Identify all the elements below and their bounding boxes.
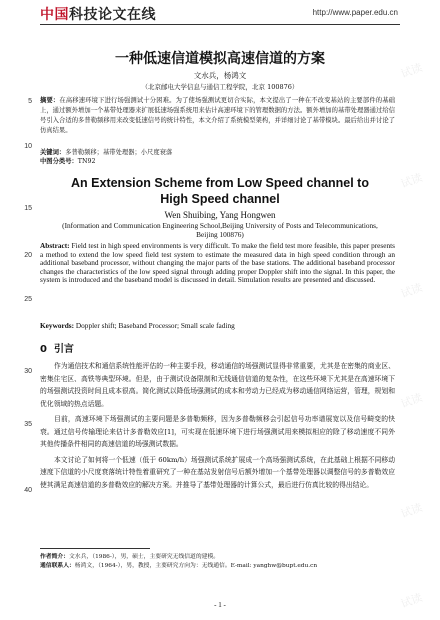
chinese-authors: 文水兵，杨鸿文 — [193, 71, 247, 80]
footnotes — [40, 553, 395, 571]
watermark: 试读 — [399, 60, 425, 81]
chinese-abstract-text: 在高移速环境下进行场强测试十分困难。为了使场强测试更切合实际，本文提出了一种在不改变基站的主要部件的基础上，通过额外增加一个基带处理器来扩展低速场强系统用来估计高速环境下的管理数据的方法。额外增加的基带处理器通过给信号引入合适的多普勒频移用来改变低速信号的统计特性，本文介绍了系统模型架构，并详细讨论了基带模块。最后给出并讨论了仿真结果。 — [40, 97, 396, 134]
watermark: 试读 — [399, 170, 425, 191]
line-number: 35 — [24, 421, 32, 428]
line-number: 20 — [24, 252, 32, 259]
author-note-label: 作者简介： — [40, 554, 69, 560]
english-title: An Extension Scheme from Low Speed channel to High Speed channel — [71, 176, 369, 206]
logo-dark-text: 科技论文在线 — [69, 7, 156, 23]
english-abstract-text: Field test in high speed environments is very difficult. To make the field test more feasible, this paper presents a method to extend the low speed field test system to estimate the measured data in high speed condition through an additional baseband processor, without changing the major parts of the base stations. The additional baseband processor changes the characteristics of the low speed signal through adding proper Doppler shift into the signal. In this paper, the system is introduced and the baseband model is discussed in detail. Simulation results are presented and discussed. — [40, 241, 395, 285]
journal-header — [0, 0, 440, 30]
chinese-affiliation: （北京邮电大学信息与通信工程学院，北京 100876） — [141, 83, 299, 91]
english-authors: Wen Shuibing, Yang Hongwen — [164, 210, 276, 220]
watermark: 试读 — [399, 280, 425, 301]
contact-note-text: 杨鸿文，（1964-），男，教授，主要研究方向为：无线通信。E-mail: yanghw@bupt.edu.cn — [74, 563, 318, 569]
line-number: 15 — [24, 205, 32, 212]
body-paragraph: 本文讨论了如何将一个低速（低于 60km/h）场强测试系统扩展成一个高场强测试系统，在此基础上根据不同移动速度下信道的小尺度衰落统计特性着重研究了一种在基站发射信号后额外增加一个基带处理器以调整信号的多普勒效应使其满足高速信道的多普勒效应的解决方案。并推导了基带处理器的计算公式，最后进行仿真比较的得出结论。 — [40, 455, 395, 489]
logo-red-text: 中国 — [40, 7, 69, 23]
chinese-abstract-label: 摘要： — [40, 97, 60, 104]
journal-logo — [40, 4, 156, 24]
chinese-keywords — [40, 148, 395, 157]
chinese-keywords-text: 多普勒频移；基带处理器；小尺度衰落 — [65, 149, 173, 156]
line-number: 5 — [28, 98, 32, 105]
classification-value: TN92 — [77, 158, 96, 165]
page-number: - 1 - — [214, 601, 226, 609]
author-note — [40, 553, 395, 562]
english-affiliation: (Information and Communication Engineering School,Beijing University of Posts and Telecommunications, Beijing 100876) — [62, 221, 378, 239]
english-keywords — [40, 321, 395, 330]
chinese-abstract — [40, 96, 395, 136]
section-title: 引言 — [53, 344, 74, 355]
body-paragraph: 作为通信技术和通信系统性能评估的一种主要手段，移动通信的场强测试显得非常重要，尤其是在密集的商业区、密集住宅区、高铁等典型环境。但是，由于测试设备限制和无线通信信道的复杂性，在这些环境下尤其是在高速环境下的场强测试投资时间且成本很高。简化测试以降低场强测试的成本和劳动力已经成为移动通信网络运营，管理，规划和优化领域的热点话题。 — [40, 362, 395, 408]
watermark: 试读 — [399, 590, 425, 611]
english-keywords-label: Keywords: — [40, 321, 75, 330]
classification-number — [40, 157, 395, 166]
chinese-keywords-label: 关键词： — [40, 149, 66, 156]
line-number: 30 — [24, 368, 32, 375]
line-number: 25 — [24, 296, 32, 303]
section-heading — [40, 340, 74, 355]
body-paragraph: 目前，高速环境下场强测试的主要问题是多普勒频移，因为多普勒频移会引起信号功率谱展宽以及信号畸变的快衰。通过信号传输理论来估计多普勒效应[1]，可实现在低速环境下进行场强测试用来模拟相应的除了移动速度不同外其他传播条件相同的高速信道的场强测试数据。 — [40, 415, 395, 448]
section-body — [40, 360, 395, 494]
chinese-title: 一种低速信道模拟高速信道的方案 — [115, 51, 325, 67]
english-abstract — [40, 242, 395, 285]
english-abstract-label: Abstract: — [40, 241, 70, 250]
footnote-rule — [40, 548, 150, 549]
classification-label: 中图分类号： — [40, 158, 78, 165]
site-url[interactable]: http://www.paper.edu.cn — [312, 8, 398, 17]
line-number: 10 — [24, 143, 32, 150]
header-rule — [40, 24, 400, 25]
section-number: 0 — [40, 344, 47, 355]
author-note-text: 文水兵，（1986-），男，硕士，主要研究无线信道的建模。 — [69, 554, 220, 560]
contact-note-label: 通信联系人： — [40, 563, 75, 569]
english-keywords-text: Doppler shift; Baseband Processor; Small scale fading — [75, 321, 235, 330]
contact-note — [40, 562, 395, 571]
watermark: 试读 — [399, 500, 425, 521]
line-number: 40 — [24, 487, 32, 494]
watermark: 试读 — [399, 390, 425, 411]
